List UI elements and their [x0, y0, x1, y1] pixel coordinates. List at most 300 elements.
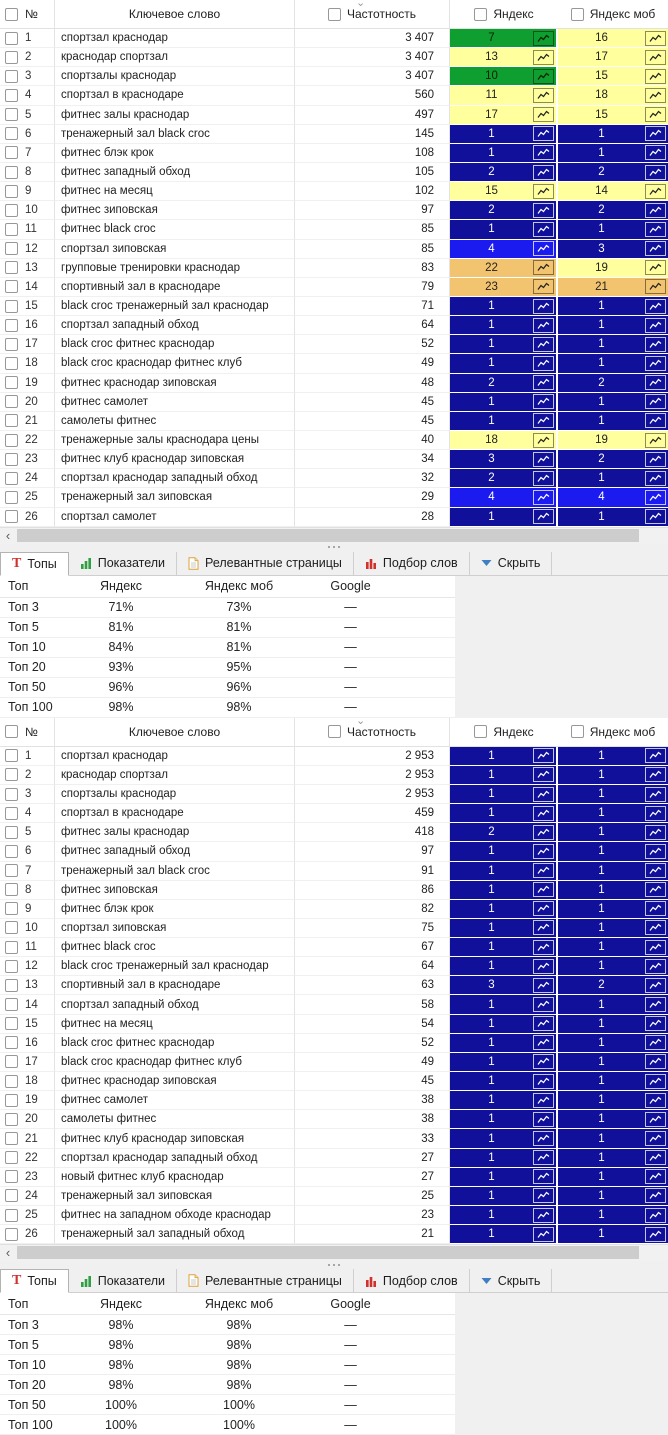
keyword-cell: фитнес клуб краснодар зиповская	[55, 450, 295, 469]
yandex-mob-position-value: 14	[595, 185, 608, 198]
yandex-mob-position-value: 1	[598, 902, 605, 915]
position-history-chart-icon[interactable]	[645, 806, 666, 821]
tab-word-picker[interactable]	[354, 1269, 470, 1292]
tab-indicators[interactable]	[69, 552, 177, 575]
row-number: 15	[25, 1017, 38, 1030]
position-history-chart-icon[interactable]	[533, 1112, 554, 1127]
row-checkbox[interactable]	[5, 89, 18, 102]
position-history-chart-icon[interactable]	[533, 222, 554, 237]
position-history-chart-icon[interactable]	[645, 165, 666, 180]
position-history-chart-icon[interactable]	[645, 69, 666, 84]
position-history-chart-icon[interactable]	[645, 375, 666, 390]
position-history-chart-icon[interactable]	[533, 748, 554, 763]
column-yandex[interactable]: Яндекс	[493, 724, 534, 739]
table-row	[0, 1225, 668, 1244]
row-number: 21	[25, 1132, 38, 1145]
position-history-chart-icon[interactable]	[533, 31, 554, 46]
position-history-chart-icon[interactable]	[533, 394, 554, 409]
splitter-dots-icon	[328, 1264, 330, 1266]
position-history-chart-icon[interactable]	[533, 920, 554, 935]
yandex-mob-position-value: 1	[598, 1189, 605, 1202]
yandex-mob-column-checkbox[interactable]	[571, 8, 584, 21]
row-checkbox[interactable]	[5, 845, 18, 858]
row-checkbox[interactable]	[5, 242, 18, 255]
row-number: 9	[25, 185, 32, 198]
row-checkbox[interactable]	[5, 223, 18, 236]
position-history-chart-icon[interactable]	[645, 882, 666, 897]
row-checkbox[interactable]	[5, 453, 18, 466]
position-history-chart-icon[interactable]	[533, 1054, 554, 1069]
column-keyword[interactable]: Ключевое слово	[55, 0, 295, 28]
yandex-position-value: 15	[485, 185, 498, 198]
yandex-position-cell	[450, 335, 558, 354]
yandex-position-cell	[450, 29, 558, 48]
row-checkbox[interactable]	[5, 491, 18, 504]
row-checkbox[interactable]	[5, 185, 18, 198]
position-history-chart-icon[interactable]	[645, 184, 666, 199]
position-history-chart-icon[interactable]	[645, 279, 666, 294]
yandex-column-checkbox[interactable]	[474, 725, 487, 738]
yandex-position-cell	[450, 976, 558, 995]
column-frequency[interactable]: Частотность	[347, 7, 416, 21]
table-row	[0, 393, 668, 412]
yandex-position-cell	[450, 201, 558, 220]
tab-hide[interactable]	[470, 1269, 553, 1292]
table-row	[0, 938, 668, 957]
tab-tops[interactable]	[0, 552, 69, 576]
row-checkbox[interactable]	[5, 127, 18, 140]
row-checkbox[interactable]	[5, 788, 18, 801]
yandex-mob-position-cell	[558, 823, 668, 842]
row-number: 8	[25, 883, 32, 896]
table-row	[0, 144, 668, 163]
summary-header	[0, 576, 455, 598]
position-history-chart-icon[interactable]	[533, 337, 554, 352]
row-checkbox[interactable]	[5, 1017, 18, 1030]
position-history-chart-icon[interactable]	[645, 844, 666, 859]
keyword-cell: black croc краснодар фитнес клуб	[55, 354, 295, 373]
yandex-mob-position-value: 1	[598, 845, 605, 858]
position-history-chart-icon[interactable]	[645, 394, 666, 409]
table-row	[0, 1129, 668, 1148]
position-history-chart-icon[interactable]	[645, 1035, 666, 1050]
summary-google-value: —	[344, 1357, 357, 1372]
position-history-chart-icon[interactable]	[533, 1035, 554, 1050]
position-history-chart-icon[interactable]	[533, 452, 554, 467]
position-history-chart-icon[interactable]	[645, 825, 666, 840]
frequency-cell: 145	[295, 125, 450, 144]
yandex-position-cell	[450, 1053, 558, 1072]
pane-splitter-handle[interactable]	[0, 544, 668, 551]
tab-relevant-pages[interactable]	[177, 552, 354, 575]
row-checkbox[interactable]	[5, 70, 18, 83]
table-row	[0, 508, 668, 527]
position-history-chart-icon[interactable]	[533, 1169, 554, 1184]
yandex-position-cell	[450, 747, 558, 766]
position-history-chart-icon[interactable]	[645, 88, 666, 103]
row-checkbox[interactable]	[5, 883, 18, 896]
position-history-chart-icon[interactable]	[645, 748, 666, 763]
yandex-mob-position-value: 19	[595, 434, 608, 447]
position-history-chart-icon[interactable]	[533, 203, 554, 218]
keyword-cell: краснодар спортзал	[55, 766, 295, 785]
row-checkbox[interactable]	[5, 1209, 18, 1222]
position-history-chart-icon[interactable]	[645, 126, 666, 141]
position-history-chart-icon[interactable]	[533, 787, 554, 802]
summary-yandex-value: 98%	[108, 700, 134, 715]
position-history-chart-icon[interactable]	[533, 509, 554, 524]
tab-hide[interactable]	[470, 552, 553, 575]
row-checkbox[interactable]	[5, 1075, 18, 1088]
row-checkbox[interactable]	[5, 280, 18, 293]
position-history-chart-icon[interactable]	[645, 1054, 666, 1069]
summary-yandex-value: 98%	[108, 1377, 134, 1392]
position-history-chart-icon[interactable]	[645, 901, 666, 916]
row-checkbox[interactable]	[5, 902, 18, 915]
position-history-chart-icon[interactable]	[533, 88, 554, 103]
row-checkbox[interactable]	[5, 1189, 18, 1202]
position-history-chart-icon[interactable]	[533, 767, 554, 782]
position-history-chart-icon[interactable]	[533, 844, 554, 859]
table-row	[0, 240, 668, 259]
summary-top-label: Топ 5	[8, 1337, 39, 1352]
row-number: 6	[25, 127, 32, 140]
position-history-chart-icon[interactable]	[645, 433, 666, 448]
position-history-chart-icon[interactable]	[645, 940, 666, 955]
scroll-left-arrow-icon[interactable]: ‹	[5, 1245, 11, 1261]
position-history-chart-icon[interactable]	[645, 1188, 666, 1203]
summary-col-top: Топ	[8, 579, 29, 594]
row-checkbox[interactable]	[5, 166, 18, 179]
row-checkbox[interactable]	[5, 376, 18, 389]
position-history-chart-icon[interactable]	[645, 145, 666, 160]
position-history-chart-icon[interactable]	[533, 107, 554, 122]
position-history-chart-icon[interactable]	[533, 882, 554, 897]
position-history-chart-icon[interactable]	[645, 1131, 666, 1146]
position-history-chart-icon[interactable]	[645, 787, 666, 802]
position-history-chart-icon[interactable]	[645, 1112, 666, 1127]
row-number: 21	[25, 414, 38, 427]
tab-word-picker[interactable]	[354, 552, 470, 575]
frequency-column-checkbox[interactable]	[328, 8, 341, 21]
yandex-mob-position-cell	[558, 488, 668, 507]
yandex-mob-position-cell	[558, 766, 668, 785]
frequency-cell: 3 407	[295, 29, 450, 48]
position-history-chart-icon[interactable]	[533, 299, 554, 314]
yandex-position-value: 17	[485, 108, 498, 121]
position-history-chart-icon[interactable]	[533, 279, 554, 294]
position-history-chart-icon[interactable]	[533, 318, 554, 333]
position-history-chart-icon[interactable]	[645, 203, 666, 218]
select-all-checkbox[interactable]	[5, 8, 18, 21]
summary-yandex-mob-value: 98%	[226, 700, 252, 715]
position-history-chart-icon[interactable]	[645, 1227, 666, 1242]
position-history-chart-icon[interactable]	[645, 31, 666, 46]
row-checkbox[interactable]	[5, 1036, 18, 1049]
yandex-position-cell	[450, 106, 558, 125]
yandex-position-value: 1	[488, 357, 495, 370]
summary-yandex-mob-value: 100%	[223, 1397, 255, 1412]
pane-splitter-handle[interactable]	[0, 1261, 668, 1268]
table-row	[0, 1149, 668, 1168]
position-history-chart-icon[interactable]	[533, 433, 554, 448]
row-checkbox[interactable]	[5, 414, 18, 427]
tab-label: Подбор слов	[382, 556, 458, 571]
row-checkbox[interactable]	[5, 826, 18, 839]
position-history-chart-icon[interactable]	[645, 337, 666, 352]
keyword-cell: black croc фитнес краснодар	[55, 335, 295, 354]
summary-col-yandex: Яндекс	[99, 1296, 143, 1311]
yandex-mob-position-value: 1	[598, 1017, 605, 1030]
row-number: 16	[25, 1036, 38, 1049]
summary-google-value: —	[344, 1377, 357, 1392]
row-checkbox[interactable]	[5, 395, 18, 408]
position-history-chart-icon[interactable]	[533, 356, 554, 371]
position-history-chart-icon[interactable]	[533, 1150, 554, 1165]
yandex-mob-position-cell	[558, 881, 668, 900]
tab-label: Скрыть	[497, 1273, 541, 1288]
bar-chart-green-icon	[80, 1275, 92, 1287]
position-history-chart-icon[interactable]	[645, 1150, 666, 1165]
position-history-chart-icon[interactable]	[533, 413, 554, 428]
row-checkbox[interactable]	[5, 998, 18, 1011]
row-checkbox[interactable]	[5, 357, 18, 370]
position-history-chart-icon[interactable]	[533, 126, 554, 141]
position-history-chart-icon[interactable]	[645, 920, 666, 935]
yandex-mob-position-cell	[558, 1072, 668, 1091]
yandex-position-cell	[450, 1110, 558, 1129]
position-history-chart-icon[interactable]	[645, 1208, 666, 1223]
position-history-chart-icon[interactable]	[645, 490, 666, 505]
column-frequency[interactable]: Частотность	[347, 724, 416, 739]
position-history-chart-icon[interactable]	[533, 901, 554, 916]
keyword-cell: фитнес блэк крок	[55, 900, 295, 919]
scrollbar-thumb[interactable]	[17, 1246, 639, 1259]
yandex-mob-position-cell	[558, 182, 668, 201]
position-history-chart-icon[interactable]	[645, 997, 666, 1012]
scrollbar-thumb[interactable]	[17, 529, 639, 542]
row-checkbox[interactable]	[5, 204, 18, 217]
yandex-mob-position-value: 1	[598, 357, 605, 370]
row-checkbox[interactable]	[5, 1151, 18, 1164]
row-checkbox[interactable]	[5, 979, 18, 992]
yandex-mob-position-value: 1	[598, 883, 605, 896]
summary-yandex-mob-value: 100%	[223, 1417, 255, 1432]
summary-col-top: Топ	[8, 1296, 29, 1311]
table-row	[0, 469, 668, 488]
row-checkbox[interactable]	[5, 51, 18, 64]
row-checkbox[interactable]	[5, 749, 18, 762]
row-checkbox[interactable]	[5, 1094, 18, 1107]
position-history-chart-icon[interactable]	[645, 413, 666, 428]
filter-chevron-icon[interactable]: ⌄	[356, 714, 366, 727]
position-history-chart-icon[interactable]	[645, 107, 666, 122]
yandex-mob-position-value: 1	[598, 300, 605, 313]
row-checkbox[interactable]	[5, 319, 18, 332]
row-checkbox[interactable]	[5, 472, 18, 485]
row-number: 11	[25, 223, 37, 236]
tab-indicators[interactable]	[69, 1269, 177, 1292]
table-row	[0, 804, 668, 823]
row-checkbox[interactable]	[5, 434, 18, 447]
yandex-position-value: 1	[488, 1170, 495, 1183]
position-history-chart-icon[interactable]	[645, 241, 666, 256]
position-history-chart-icon[interactable]	[645, 318, 666, 333]
position-history-chart-icon[interactable]	[533, 959, 554, 974]
row-checkbox[interactable]	[5, 32, 18, 45]
horizontal-scrollbar[interactable]	[0, 1244, 668, 1261]
position-history-chart-icon[interactable]	[533, 1016, 554, 1031]
summary-google-value: —	[344, 680, 357, 695]
yandex-position-value: 1	[488, 941, 495, 954]
yandex-position-value: 1	[488, 1036, 495, 1049]
position-history-chart-icon[interactable]	[533, 806, 554, 821]
yandex-mob-position-cell	[558, 201, 668, 220]
position-history-chart-icon[interactable]	[533, 471, 554, 486]
position-history-chart-icon[interactable]	[645, 260, 666, 275]
position-history-chart-icon[interactable]	[645, 978, 666, 993]
summary-yandex-value: 84%	[108, 640, 134, 655]
row-checkbox[interactable]	[5, 261, 18, 274]
table-row	[0, 374, 668, 393]
yandex-position-cell	[450, 785, 558, 804]
keyword-cell: спортивный зал в краснодаре	[55, 278, 295, 297]
position-history-chart-icon[interactable]	[533, 241, 554, 256]
row-checkbox[interactable]	[5, 921, 18, 934]
position-history-chart-icon[interactable]	[533, 184, 554, 199]
position-history-chart-icon[interactable]	[533, 1227, 554, 1242]
summary-yandex-value: 100%	[105, 1417, 137, 1432]
yandex-position-value: 1	[488, 1017, 495, 1030]
yandex-mob-column-checkbox[interactable]	[571, 725, 584, 738]
table-row	[0, 125, 668, 144]
yandex-mob-position-value: 2	[598, 166, 605, 179]
position-history-chart-icon[interactable]	[533, 145, 554, 160]
column-yandex-mob[interactable]: Яндекс моб	[589, 724, 656, 739]
column-yandex[interactable]: Яндекс	[493, 7, 534, 21]
summary-google-value: —	[344, 1317, 357, 1332]
filter-chevron-icon[interactable]: ⌄	[356, 0, 366, 9]
position-history-chart-icon[interactable]	[645, 1074, 666, 1089]
frequency-cell: 459	[295, 804, 450, 823]
summary-yandex-value: 93%	[108, 660, 134, 675]
row-checkbox[interactable]	[5, 807, 18, 820]
row-checkbox[interactable]	[5, 1228, 18, 1241]
yandex-column-checkbox[interactable]	[474, 8, 487, 21]
row-checkbox[interactable]	[5, 1113, 18, 1126]
row-checkbox[interactable]	[5, 1132, 18, 1145]
position-history-chart-icon[interactable]	[645, 356, 666, 371]
position-history-chart-icon[interactable]	[645, 863, 666, 878]
position-history-chart-icon[interactable]	[533, 490, 554, 505]
yandex-position-value: 4	[488, 491, 495, 504]
position-history-chart-icon[interactable]	[533, 1074, 554, 1089]
horizontal-scrollbar[interactable]	[0, 527, 668, 544]
table-row	[0, 412, 668, 431]
row-checkbox[interactable]	[5, 960, 18, 973]
tab-relevant-pages[interactable]	[177, 1269, 354, 1292]
position-history-chart-icon[interactable]	[533, 1208, 554, 1223]
row-checkbox[interactable]	[5, 146, 18, 159]
row-number: 25	[25, 491, 38, 504]
row-checkbox[interactable]	[5, 338, 18, 351]
position-history-chart-icon[interactable]	[645, 1016, 666, 1031]
row-checkbox[interactable]	[5, 941, 18, 954]
position-history-chart-icon[interactable]	[533, 1131, 554, 1146]
keyword-cell: спортзал самолет	[55, 508, 295, 527]
position-history-chart-icon[interactable]	[645, 222, 666, 237]
position-history-chart-icon[interactable]	[533, 165, 554, 180]
keyword-cell: тренажерный зал black croc	[55, 862, 295, 881]
position-history-chart-icon[interactable]	[533, 375, 554, 390]
frequency-column-checkbox[interactable]	[328, 725, 341, 738]
position-history-chart-icon[interactable]	[645, 767, 666, 782]
row-checkbox[interactable]	[5, 300, 18, 313]
row-number: 12	[25, 960, 38, 973]
column-yandex-mob[interactable]: Яндекс моб	[589, 7, 656, 21]
column-keyword[interactable]: Ключевое слово	[55, 718, 295, 746]
position-history-chart-icon[interactable]	[645, 1169, 666, 1184]
position-history-chart-icon[interactable]	[533, 1188, 554, 1203]
position-history-chart-icon[interactable]	[645, 959, 666, 974]
page-icon	[188, 1274, 199, 1287]
row-number: 23	[25, 1170, 38, 1183]
yandex-mob-position-value: 15	[595, 108, 608, 121]
row-checkbox[interactable]	[5, 1170, 18, 1183]
frequency-cell: 49	[295, 354, 450, 373]
row-number: 24	[25, 1189, 38, 1202]
position-history-chart-icon[interactable]	[533, 997, 554, 1012]
row-number: 18	[25, 1075, 38, 1088]
table-row	[0, 1053, 668, 1072]
keyword-cell: спортивный зал в краснодаре	[55, 976, 295, 995]
keyword-cell: спортзал в краснодаре	[55, 804, 295, 823]
summary-top-label: Топ 20	[8, 660, 46, 675]
select-all-checkbox[interactable]	[5, 725, 18, 738]
position-history-chart-icon[interactable]	[645, 50, 666, 65]
position-history-chart-icon[interactable]	[533, 940, 554, 955]
position-history-chart-icon[interactable]	[533, 50, 554, 65]
position-history-chart-icon[interactable]	[645, 471, 666, 486]
position-history-chart-icon[interactable]	[533, 863, 554, 878]
yandex-position-value: 1	[488, 749, 495, 762]
row-checkbox[interactable]	[5, 108, 18, 121]
tab-tops[interactable]	[0, 1269, 69, 1293]
position-history-chart-icon[interactable]	[645, 452, 666, 467]
position-history-chart-icon[interactable]	[533, 260, 554, 275]
row-checkbox[interactable]	[5, 864, 18, 877]
position-history-chart-icon[interactable]	[645, 1093, 666, 1108]
yandex-position-value: 1	[488, 1075, 495, 1088]
keyword-cell: black croc краснодар фитнес клуб	[55, 1053, 295, 1072]
position-history-chart-icon[interactable]	[533, 825, 554, 840]
frequency-cell: 49	[295, 1053, 450, 1072]
keyword-cell: спортзал зиповская	[55, 240, 295, 259]
row-checkbox[interactable]	[5, 768, 18, 781]
row-checkbox[interactable]	[5, 510, 18, 523]
position-history-chart-icon[interactable]	[533, 1093, 554, 1108]
position-history-chart-icon[interactable]	[533, 978, 554, 993]
frequency-cell: 52	[295, 335, 450, 354]
keyword-cell: спортзал краснодар	[55, 29, 295, 48]
yandex-mob-position-value: 1	[598, 768, 605, 781]
row-checkbox[interactable]	[5, 1055, 18, 1068]
frequency-cell: 79	[295, 278, 450, 297]
position-history-chart-icon[interactable]	[645, 299, 666, 314]
position-history-chart-icon[interactable]	[533, 69, 554, 84]
position-history-chart-icon[interactable]	[645, 509, 666, 524]
scroll-left-arrow-icon[interactable]: ‹	[5, 527, 11, 543]
